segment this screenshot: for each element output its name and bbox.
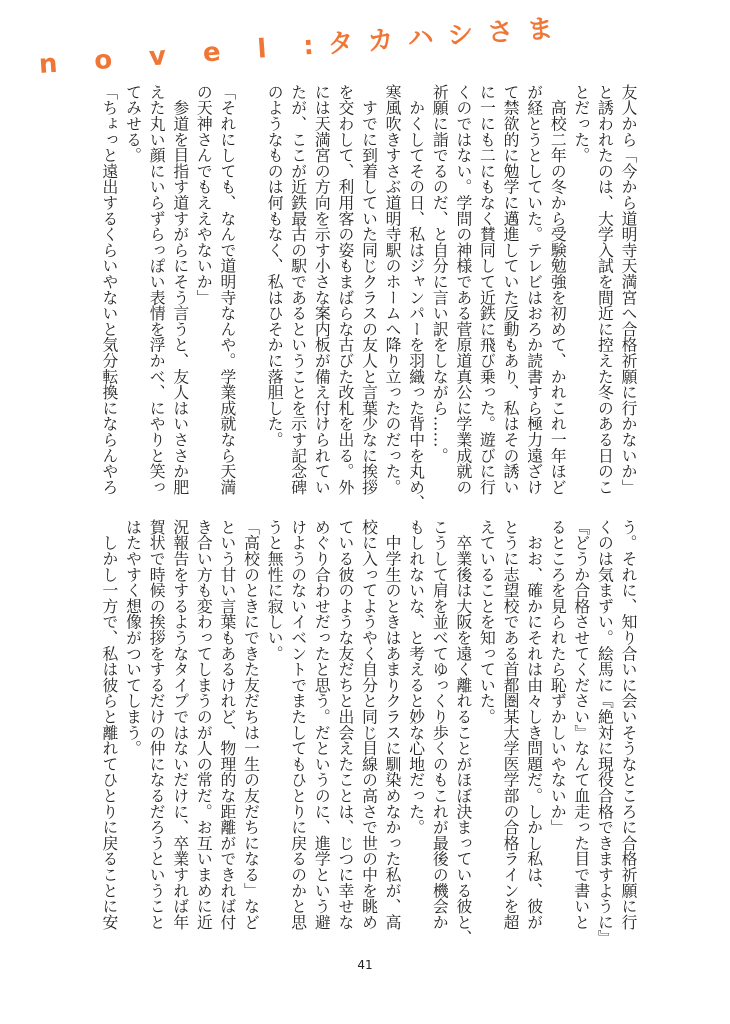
text-line: て禁欲的に勉学に邁進していた反動もあり、私はその誘い — [501, 84, 521, 495]
text-line: 高校二年の冬から受験勉強を初めて、かれこれ一年ほど — [548, 84, 568, 495]
text-line: 『どうか合格させてください』なんて血走った目で書いと — [571, 519, 591, 930]
text-line: しかし一方で、私は彼らと離れてひとりに戻ることに安 — [99, 519, 119, 930]
text-line: とだった。 — [571, 84, 591, 163]
text-line: けようのないイベントでまたしてもひとりに戻るのかと思 — [288, 519, 308, 930]
text-block-top — [97, 84, 640, 511]
text-line: と誘われたのは、大学入試を間近に控えた冬のある日のこ — [595, 84, 615, 495]
text-line: に一にも二にもなく賛同して近鉄に飛び乗った。遊びに行 — [477, 84, 497, 495]
text-line: 況報告をするようなタイプではないだけに、卒業すれば年 — [170, 519, 190, 930]
text-line: という甘い言葉もあるけれど、物理的な距離ができれば付 — [217, 519, 237, 930]
text-block-bottom — [97, 519, 640, 946]
text-line: 中学生のときはあまりクラスに馴染めなかった私が、高 — [383, 519, 403, 930]
text-line: 友人から「今から道明寺天満宮へ合格祈願に行かないか」 — [619, 84, 638, 495]
text-line: はたやすく想像がついてしまう。 — [123, 519, 143, 756]
text-line: えた丸い顔にいらずらっぽい表情を浮かべ、にやりと笑っ — [147, 84, 167, 495]
text-line: の天神さんでもええやないか」 — [194, 84, 214, 306]
text-line: 卒業後は大阪を遠く離れることがほぼ決まっている彼と、 — [453, 519, 473, 946]
text-line: 寒風吹きすさぶ道明寺駅のホームへ降り立ったのだった。 — [383, 84, 403, 495]
text-line: おお、確かにそれは由々しき問題だ。しかし私は、彼が — [524, 519, 544, 930]
text-line: すでに到着していた同じクラスの友人と言葉少なに挨拶 — [359, 84, 379, 495]
text-line: を交わして、利用客の姿もまばらな古びた改札を出る。外 — [335, 84, 355, 495]
text-line: 参道を目指す道すがらにそう言うと、友人はいささか肥 — [170, 84, 190, 495]
text-line: のようなものは何もなく、私はひそかに落胆した。 — [265, 84, 285, 448]
text-line: とうに志望校である首都圏某大学医学部の合格ラインを超 — [501, 519, 521, 930]
text-line: たが、ここが近鉄最古の駅であるということを示す記念碑 — [288, 84, 308, 495]
text-line: かくしてその日、私はジャンパーを羽織った背中を丸め、 — [406, 84, 426, 511]
text-line: えていることを知っていた。 — [477, 519, 497, 725]
text-line: るところを見られたら恥ずかしいやないか」 — [548, 519, 568, 835]
text-line: 「それにしても、なんで道明寺なんや。学業成就なら天満 — [217, 84, 237, 495]
text-line — [239, 84, 263, 498]
text-line: くのではない。学問の神様である菅原道真公に学業成就の — [453, 84, 473, 495]
text-line: 祈願に詣でるのだ、と自分に言い訳をしながら……。 — [430, 84, 450, 464]
text-line: が経とうとしていた。テレビはおろか読書すら極力遠ざけ — [524, 84, 544, 495]
text-line: には天満宮の方向を示す小さな案内板が備え付けられてい — [312, 84, 332, 495]
text-line: くのは気まずい。絵馬に『絶対に現役合格できますように』 — [595, 519, 615, 946]
text-line: ている彼のような友だちと出会えたことは、じつに幸せな — [335, 519, 355, 930]
text-line: めぐり合わせだったと思う。だというのに、進学という避 — [312, 519, 332, 930]
text-line: 校に入ってようやく自分と同じ目線の高さで世の中を眺め — [359, 519, 379, 930]
page-number: 41 — [357, 958, 373, 972]
text-line: うと無性に寂しい。 — [265, 519, 285, 662]
text-line: てみせる。 — [123, 84, 143, 163]
text-line: き合い方も変わってしまうのが人の常だ。お互いまめに近 — [194, 519, 214, 930]
text-line: 賀状で時候の挨拶をするだけの仲になるだろうということ — [147, 519, 167, 930]
section-title: n o v e l :タカハシさま — [37, 13, 569, 81]
text-line: う。それに、知り合いに会いそうなところに合格祈願に行 — [619, 519, 638, 930]
text-line: 「高校のときにできた友だちは一生の友だちになる」など — [241, 519, 261, 930]
text-line: もしれないな、と考えると妙な心地だった。 — [406, 519, 426, 835]
text-line: こうして肩を並べてゆっくり歩くのもこれが最後の機会か — [430, 519, 450, 930]
text-line: 「ちょっと遠出するくらいやないと気分転換にならんやろ — [99, 84, 119, 495]
